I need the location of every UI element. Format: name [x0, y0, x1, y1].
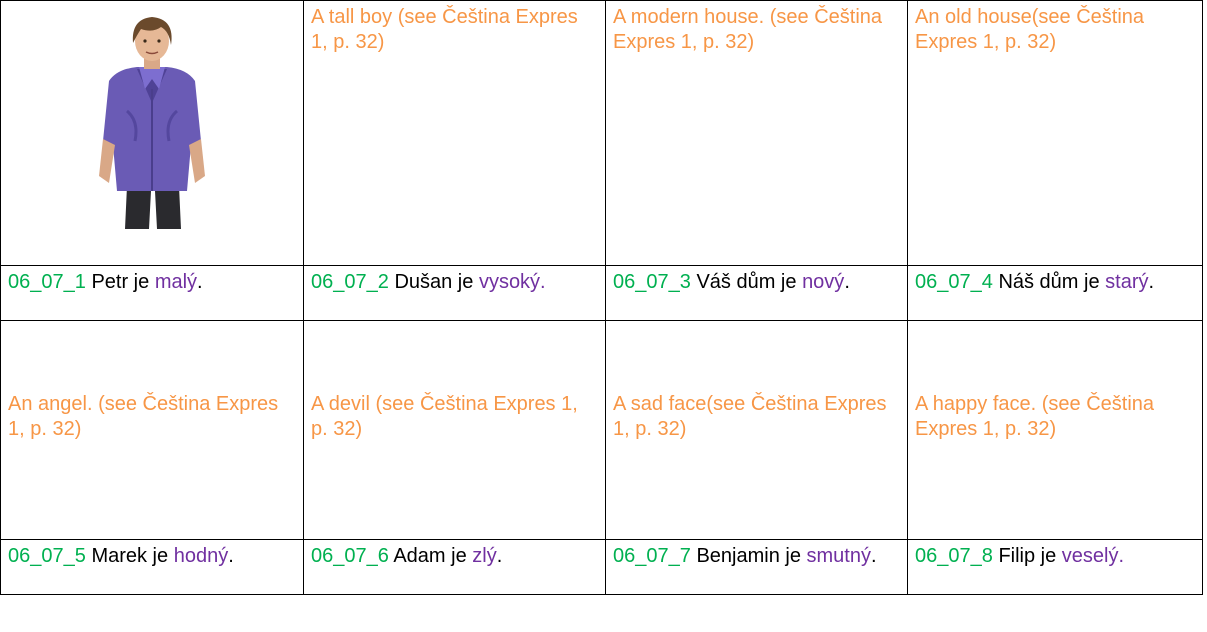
adjective: starý [1105, 271, 1149, 293]
sentence-text: Adam je [393, 545, 467, 567]
image-description: A devil (see Čeština Expres 1, p. 32) [311, 393, 578, 440]
description-cell [1, 321, 304, 540]
audio-code: 06_07_6 [311, 545, 389, 567]
audio-code: 06_07_7 [613, 545, 691, 567]
image-description: A sad face(see Čeština Expres 1, p. 32) [613, 393, 887, 440]
caption-cell [1, 540, 304, 595]
image-cell-3 [606, 1, 908, 266]
caption-cell [304, 266, 606, 321]
caption-cell [606, 540, 908, 595]
punctuation: . [870, 545, 877, 567]
adjective: zlý [472, 545, 497, 567]
punctuation: . [844, 271, 850, 293]
sentence-text: Marek je [91, 545, 169, 567]
description-cell [304, 321, 606, 540]
adjective: hodný [173, 545, 229, 567]
punctuation: . [197, 271, 203, 293]
sentence-text: Filip je [998, 545, 1057, 567]
image-cell-4 [908, 1, 1203, 266]
description-cell [606, 321, 908, 540]
audio-code: 06_07_3 [613, 271, 691, 293]
sentence-text: Váš dům je [696, 271, 797, 293]
caption-cell [908, 266, 1203, 321]
audio-code: 06_07_2 [311, 271, 389, 293]
audio-code: 06_07_4 [915, 271, 993, 293]
adjective: vysoký. [478, 271, 546, 293]
caption-cell [1, 266, 304, 321]
caption-row-2 [1, 540, 1203, 595]
boy-image-cell [1, 1, 304, 266]
caption-cell [908, 540, 1203, 595]
audio-code: 06_07_1 [8, 271, 86, 293]
image-description: An angel. (see Čeština Expres 1, p. 32) [8, 393, 279, 440]
audio-code: 06_07_8 [915, 545, 993, 567]
image-description: An old house(see Čeština Expres 1, p. 32) [915, 6, 1145, 53]
caption-cell [304, 540, 606, 595]
caption-row-1 [1, 266, 1203, 321]
audio-code: 06_07_5 [8, 545, 86, 567]
sentence-text: Náš dům je [998, 271, 1100, 293]
image-description: A modern house. (see Čeština Expres 1, p. 32) [613, 6, 883, 53]
image-cell-2 [304, 1, 606, 266]
description-row [1, 321, 1203, 540]
punctuation: . [496, 545, 503, 567]
sentence-text: Benjamin je [696, 545, 801, 567]
adjective: nový [802, 271, 845, 293]
image-description: A tall boy (see Čeština Expres 1, p. 32) [311, 6, 578, 53]
adjective: veselý. [1061, 545, 1125, 567]
sentence-text: Petr je [91, 271, 150, 293]
adjective: smutný [806, 545, 871, 567]
boy-illustration [87, 11, 217, 231]
image-row [1, 1, 1203, 266]
description-cell [908, 321, 1203, 540]
sentence-text: Dušan je [394, 271, 474, 293]
adjective: malý [154, 271, 198, 293]
caption-cell [606, 266, 908, 321]
punctuation: . [1148, 271, 1155, 293]
image-description: A happy face. (see Čeština Expres 1, p. 32) [915, 393, 1155, 440]
punctuation: . [228, 545, 234, 567]
